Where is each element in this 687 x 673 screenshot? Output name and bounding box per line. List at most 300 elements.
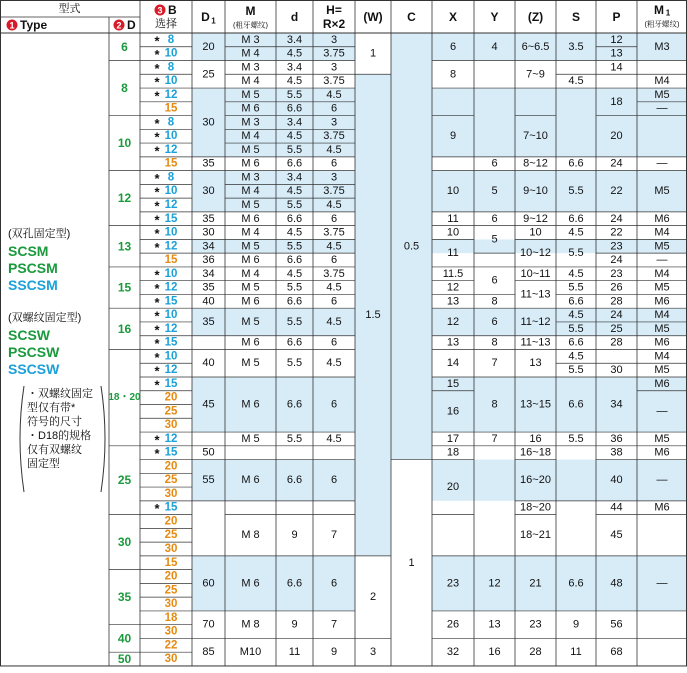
type-model: PSCSM — [8, 260, 58, 276]
cell-m: M 3 — [241, 116, 260, 129]
cell-d: 6.6 — [286, 398, 303, 411]
type-note-line: 固定型 — [27, 458, 60, 470]
cell-p: 20 — [610, 130, 623, 143]
header-m1-sub: 1 — [665, 8, 671, 18]
type-group1-title: (双孔固定型) — [8, 228, 71, 240]
b-value: 12 — [164, 364, 178, 377]
cell-d: 5.5 — [286, 357, 303, 370]
highlight-cell — [556, 460, 596, 501]
cell-m: M 5 — [241, 199, 260, 211]
cell-h: 3 — [330, 61, 338, 74]
cell-d1: 36 — [202, 254, 215, 267]
cell-p: 28 — [610, 336, 623, 349]
b-value: 15 — [164, 212, 178, 225]
cell-d1: 70 — [202, 618, 215, 631]
cell-p: 68 — [610, 646, 623, 659]
cell-d: 5.5 — [286, 315, 303, 328]
cell-h: 3 — [330, 116, 338, 129]
b-value: 10 — [164, 267, 178, 280]
cell-p: 13 — [610, 47, 623, 60]
cell-x: 8 — [449, 68, 457, 81]
cell-m: M 5 — [241, 240, 260, 253]
cell-h: 7 — [330, 529, 338, 542]
d-value: 50 — [117, 652, 132, 667]
cell-h: 6 — [330, 102, 338, 115]
cell-h: 3.75 — [323, 130, 345, 143]
b-value: 30 — [164, 653, 178, 666]
cell-h: 3.75 — [323, 267, 345, 280]
cell-x: 20 — [446, 481, 460, 494]
cell-p: 56 — [610, 618, 623, 631]
b-star: * — [154, 363, 160, 379]
cell-w: 2 — [369, 591, 377, 604]
b-star: * — [154, 336, 160, 352]
cell-m1: M6 — [654, 446, 670, 459]
cell-h: 4.5 — [326, 199, 342, 211]
b-value: 8 — [167, 33, 175, 46]
b-star: * — [154, 60, 160, 76]
cell-p: 24 — [610, 157, 623, 170]
cell-h: 6 — [330, 577, 338, 590]
b-star: * — [154, 239, 160, 255]
cell-s: 4.5 — [568, 350, 584, 363]
b-value: 12 — [164, 322, 178, 335]
b-value: 10 — [164, 47, 178, 60]
cell-m1: M5 — [654, 364, 670, 377]
cell-x: 10 — [446, 226, 460, 239]
cell-d: 5.5 — [286, 432, 303, 445]
cell-d1: 35 — [202, 212, 215, 225]
cell-c: 0.5 — [403, 240, 420, 253]
b-value: 10 — [164, 226, 178, 239]
cell-z: 16~18 — [520, 446, 551, 459]
cell-p: 28 — [610, 295, 623, 308]
cell-h: 6 — [330, 157, 338, 170]
cell-m1: — — [656, 474, 668, 487]
b-value: 12 — [164, 88, 178, 101]
cell-h: 3.75 — [323, 226, 345, 239]
type-model: SCSM — [8, 243, 49, 259]
b-value: 20 — [164, 570, 178, 583]
cell-m: M 6 — [241, 212, 260, 225]
cell-m1: — — [656, 157, 668, 170]
note-bracket-left — [20, 386, 24, 492]
cell-z: 11~13 — [520, 288, 551, 301]
cell-x: 18 — [446, 446, 460, 459]
cell-d1: 40 — [202, 357, 215, 370]
number-badge-text: 2 — [116, 20, 122, 31]
cell-d: 5.5 — [286, 199, 303, 211]
cell-y: 6 — [491, 315, 498, 328]
cell-m1: M5 — [654, 281, 670, 294]
type-model: SCSW — [8, 327, 50, 343]
type-note-line: 型仅有带* — [27, 402, 76, 414]
d-value: 8 — [121, 81, 128, 96]
cell-p: 18 — [610, 95, 623, 108]
cell-s: 6.6 — [568, 157, 584, 170]
b-value: 20 — [164, 460, 178, 473]
cell-d: 9 — [291, 618, 298, 631]
cell-s: 3.5 — [568, 40, 584, 53]
b-value: 10 — [164, 309, 178, 322]
cell-m: M 6 — [241, 102, 260, 115]
cell-m: M 5 — [241, 88, 260, 101]
cell-d1: 30 — [202, 116, 215, 129]
cell-p: 48 — [610, 577, 623, 590]
b-value: 12 — [164, 432, 178, 445]
number-badge-text: 3 — [157, 5, 163, 16]
cell-h: 3.75 — [323, 75, 345, 88]
cell-x: 26 — [446, 618, 460, 631]
type-group2-title: (双螺纹固定型) — [8, 312, 82, 324]
cell-d: 6.6 — [286, 295, 303, 308]
cell-p: 24 — [610, 254, 623, 267]
cell-x: 32 — [446, 646, 460, 659]
highlight-cell — [474, 460, 515, 501]
cell-y: 7 — [491, 357, 498, 370]
cell-y: 8 — [491, 336, 498, 349]
cell-z: 11~12 — [520, 315, 551, 328]
cell-m: M 3 — [241, 171, 260, 184]
cell-x: 6 — [449, 40, 457, 53]
cell-m: M 4 — [241, 226, 260, 239]
cell-y: 6 — [491, 274, 498, 287]
cell-d: 6.6 — [286, 336, 303, 349]
cell-h: 4.5 — [326, 88, 342, 101]
cell-m: M 4 — [241, 267, 260, 280]
cell-p: 24 — [610, 309, 623, 322]
cell-m1: M4 — [654, 309, 670, 322]
b-star: * — [154, 143, 160, 159]
header-m: M — [245, 4, 256, 18]
cell-d: 3.4 — [286, 61, 303, 74]
header-x: X — [448, 10, 458, 24]
type-note-line: ・双螺纹固定 — [27, 388, 93, 400]
b-value: 10 — [164, 75, 178, 88]
cell-d: 4.5 — [286, 185, 303, 198]
cell-y: 6 — [491, 212, 498, 225]
number-badge-text: 1 — [9, 20, 15, 31]
type-note-line: ・D18的规格 — [27, 430, 92, 442]
cell-p: 14 — [610, 61, 623, 74]
b-value: 8 — [167, 116, 175, 129]
cell-m: M 5 — [241, 281, 260, 294]
cell-x: 13 — [446, 295, 460, 308]
d-value: 13 — [117, 239, 132, 254]
b-value: 15 — [164, 336, 178, 349]
header-z: (Z) — [527, 10, 544, 24]
cell-p: 36 — [610, 432, 623, 445]
b-value: 30 — [164, 625, 178, 638]
cell-h: 6 — [330, 398, 338, 411]
cell-d1: 35 — [202, 157, 215, 170]
b-value: 12 — [164, 199, 178, 211]
b-value: 25 — [164, 405, 178, 418]
header-c: C — [407, 10, 416, 24]
cell-d: 3.4 — [286, 116, 303, 129]
cell-m: M 5 — [241, 143, 260, 156]
b-value: 25 — [164, 584, 178, 597]
cell-z: 16 — [529, 432, 542, 445]
cell-x: 15 — [446, 377, 460, 390]
cell-d1: 50 — [202, 446, 215, 459]
cell-h: 4.5 — [326, 432, 342, 445]
cell-d: 6.6 — [286, 212, 303, 225]
b-star: * — [154, 322, 160, 338]
cell-d1: 45 — [202, 398, 215, 411]
header-d-small: d — [290, 10, 299, 24]
type-note-line: 仅有双螺纹 — [27, 444, 82, 456]
b-star: * — [154, 267, 160, 283]
b-star: * — [154, 129, 160, 145]
cell-s: 5.5 — [568, 432, 584, 445]
b-value: 15 — [164, 556, 178, 569]
cell-p: 26 — [610, 281, 623, 294]
cell-d: 5.5 — [286, 143, 303, 156]
cell-z: 13 — [529, 357, 542, 370]
cell-m: M 5 — [241, 357, 260, 370]
header-m1: M — [654, 3, 664, 17]
b-star: * — [154, 377, 160, 393]
cell-d: 5.5 — [286, 240, 303, 253]
d-value: 40 — [117, 631, 132, 646]
b-star: * — [154, 33, 160, 49]
cell-d: 4.5 — [286, 226, 303, 239]
cell-p: 23 — [610, 240, 623, 253]
b-value: 12 — [164, 281, 178, 294]
header-s: S — [571, 10, 581, 24]
cell-y: 4 — [491, 40, 498, 53]
cell-s: 4.5 — [568, 226, 584, 239]
b-value: 15 — [164, 377, 178, 390]
cell-z: 16~20 — [520, 474, 551, 487]
cell-y: 5 — [491, 185, 498, 198]
cell-y: 5 — [491, 233, 498, 246]
d-value: 12 — [117, 191, 132, 206]
cell-d: 6.6 — [286, 102, 303, 115]
b-value: 30 — [164, 419, 178, 432]
cell-m1: M6 — [654, 377, 670, 390]
cell-y: 12 — [488, 577, 501, 590]
header-d1-sub: 1 — [211, 16, 216, 26]
cell-s: 4.5 — [568, 75, 584, 88]
b-star: * — [154, 294, 160, 310]
cell-h: 7 — [330, 618, 338, 631]
cell-d1: 25 — [202, 68, 215, 81]
cell-m1: M4 — [654, 75, 670, 88]
cell-m: M 3 — [241, 61, 260, 74]
highlight-cell — [556, 88, 596, 157]
cell-z: 7~10 — [523, 130, 548, 143]
b-star: * — [154, 198, 160, 214]
cell-s: 9 — [572, 618, 580, 631]
cell-d1: 30 — [202, 185, 215, 198]
cell-d: 6.6 — [286, 577, 303, 590]
d-value: 18・20 — [108, 392, 141, 404]
cell-h: 4.5 — [326, 315, 342, 328]
cell-p: 38 — [610, 446, 623, 459]
cell-m: M 6 — [241, 474, 260, 487]
b-star: * — [154, 47, 160, 63]
b-star: * — [154, 226, 160, 242]
type-model: SSCSM — [8, 277, 58, 293]
cell-m1: M5 — [654, 240, 670, 253]
cell-s: 5.5 — [568, 281, 584, 294]
header-b-sub: 选择 — [155, 18, 177, 30]
cell-d: 5.5 — [286, 281, 303, 294]
cell-m1: M4 — [654, 350, 670, 363]
cell-w: 1.5 — [365, 309, 381, 322]
cell-z: 10 — [529, 226, 542, 239]
cell-d: 4.5 — [286, 47, 303, 60]
cell-m: M 3 — [241, 33, 260, 46]
cell-h: 6 — [330, 254, 338, 267]
cell-z: 8~12 — [523, 157, 548, 170]
d-value: 16 — [117, 321, 132, 336]
cell-m1: M5 — [654, 322, 670, 335]
b-value: 12 — [164, 143, 178, 156]
cell-p: 30 — [610, 364, 623, 377]
cell-x: 12 — [446, 281, 460, 294]
b-star: * — [154, 115, 160, 131]
cell-z: 6~6.5 — [521, 40, 550, 53]
cell-d1: 30 — [202, 226, 215, 239]
cell-m1: — — [656, 254, 668, 267]
cell-m: M 4 — [241, 47, 260, 60]
cell-m: M 6 — [241, 398, 260, 411]
cell-s: 5.5 — [568, 364, 584, 377]
cell-m: M 6 — [241, 577, 260, 590]
d-value: 35 — [117, 590, 132, 605]
cell-d: 9 — [291, 529, 298, 542]
cell-h: 3.75 — [323, 47, 345, 60]
cell-m: M 6 — [241, 254, 260, 267]
cell-d: 3.4 — [286, 33, 303, 46]
cell-m: M 4 — [241, 75, 260, 88]
b-star: * — [154, 349, 160, 365]
b-star: * — [154, 281, 160, 297]
cell-x: 16 — [446, 405, 460, 418]
cell-y: 7 — [491, 432, 498, 445]
cell-m1: — — [656, 405, 668, 418]
cell-p: 22 — [610, 226, 623, 239]
cell-x: 9 — [449, 130, 457, 143]
cell-z: 28 — [529, 646, 542, 659]
cell-s: 6.6 — [568, 336, 584, 349]
cell-m1: M6 — [654, 336, 670, 349]
cell-m: M 4 — [241, 130, 260, 143]
cell-w: 3 — [369, 646, 377, 659]
cell-s: 6.6 — [568, 295, 584, 308]
header-b: B — [168, 3, 177, 17]
cell-y: 8 — [491, 398, 498, 411]
cell-p: 23 — [610, 267, 623, 280]
cell-m: M 5 — [241, 432, 260, 445]
b-value: 22 — [164, 639, 178, 652]
cell-h: 6 — [330, 295, 338, 308]
b-value: 15 — [164, 102, 178, 115]
b-value: 20 — [164, 515, 178, 528]
cell-s: 4.5 — [568, 309, 584, 322]
cell-x: 11 — [447, 247, 459, 260]
cell-m: M 4 — [241, 185, 260, 198]
cell-h: 4.5 — [326, 357, 342, 370]
cell-z: 10~11 — [520, 267, 551, 280]
cell-x: 17 — [446, 432, 460, 445]
b-star: * — [154, 432, 160, 448]
cell-m1: M6 — [654, 501, 670, 514]
cell-h: 4.5 — [326, 281, 342, 294]
b-value: 20 — [164, 391, 178, 404]
b-value: 25 — [164, 474, 178, 487]
header-d: D — [127, 18, 136, 32]
cell-c: 1 — [408, 556, 415, 569]
b-value: 15 — [164, 295, 178, 308]
cell-m: M 8 — [241, 618, 260, 631]
header-p: P — [612, 10, 621, 24]
cell-p: 22 — [610, 185, 623, 198]
cell-z: 18~21 — [520, 529, 551, 542]
highlight-cell — [515, 88, 556, 157]
d-value: 30 — [117, 535, 132, 550]
cell-p: 40 — [610, 474, 623, 487]
cell-d1: 60 — [202, 577, 215, 590]
cell-s: 6.6 — [568, 577, 584, 590]
cell-d1: 55 — [202, 474, 215, 487]
cell-d1: 85 — [202, 646, 215, 659]
cell-s: 6.6 — [568, 212, 584, 225]
cell-x: 14 — [446, 357, 460, 370]
b-value: 8 — [167, 171, 175, 184]
b-value: 15 — [164, 254, 178, 267]
cell-h: 4.5 — [326, 240, 342, 253]
b-value: 30 — [164, 598, 178, 611]
b-star: * — [154, 446, 160, 462]
cell-h: 3.75 — [323, 185, 345, 198]
cell-m1: — — [656, 102, 668, 115]
header-type-group: 型式 — [58, 3, 81, 15]
cell-s: 5.5 — [568, 322, 584, 335]
cell-d1: 35 — [202, 315, 215, 328]
cell-h: 3 — [330, 33, 338, 46]
header-h: H= — [326, 3, 342, 17]
header-r2: R×2 — [322, 17, 346, 31]
cell-d: 4.5 — [286, 75, 303, 88]
cell-m: M 8 — [241, 529, 260, 542]
cell-d: 4.5 — [286, 267, 303, 280]
cell-h: 6 — [330, 212, 338, 225]
cell-p: 24 — [610, 212, 623, 225]
b-value: 15 — [164, 501, 178, 514]
cell-y: 8 — [491, 295, 498, 308]
cell-x: 11 — [447, 212, 459, 225]
header-d1: D — [201, 10, 210, 24]
cell-d1: 34 — [202, 267, 215, 280]
b-star: * — [154, 74, 160, 90]
cell-y: 16 — [488, 646, 501, 659]
b-value: 10 — [164, 130, 178, 143]
cell-s: 4.5 — [568, 267, 584, 280]
cell-h: 6 — [330, 336, 338, 349]
b-star: * — [154, 88, 160, 104]
cell-y: 13 — [488, 618, 501, 631]
cell-h: 3 — [330, 171, 338, 184]
cell-m1: M3 — [654, 40, 670, 53]
d-value: 25 — [117, 473, 132, 488]
cell-z: 9~10 — [523, 185, 548, 198]
b-value: 30 — [164, 543, 178, 555]
b-value: 25 — [164, 529, 178, 542]
